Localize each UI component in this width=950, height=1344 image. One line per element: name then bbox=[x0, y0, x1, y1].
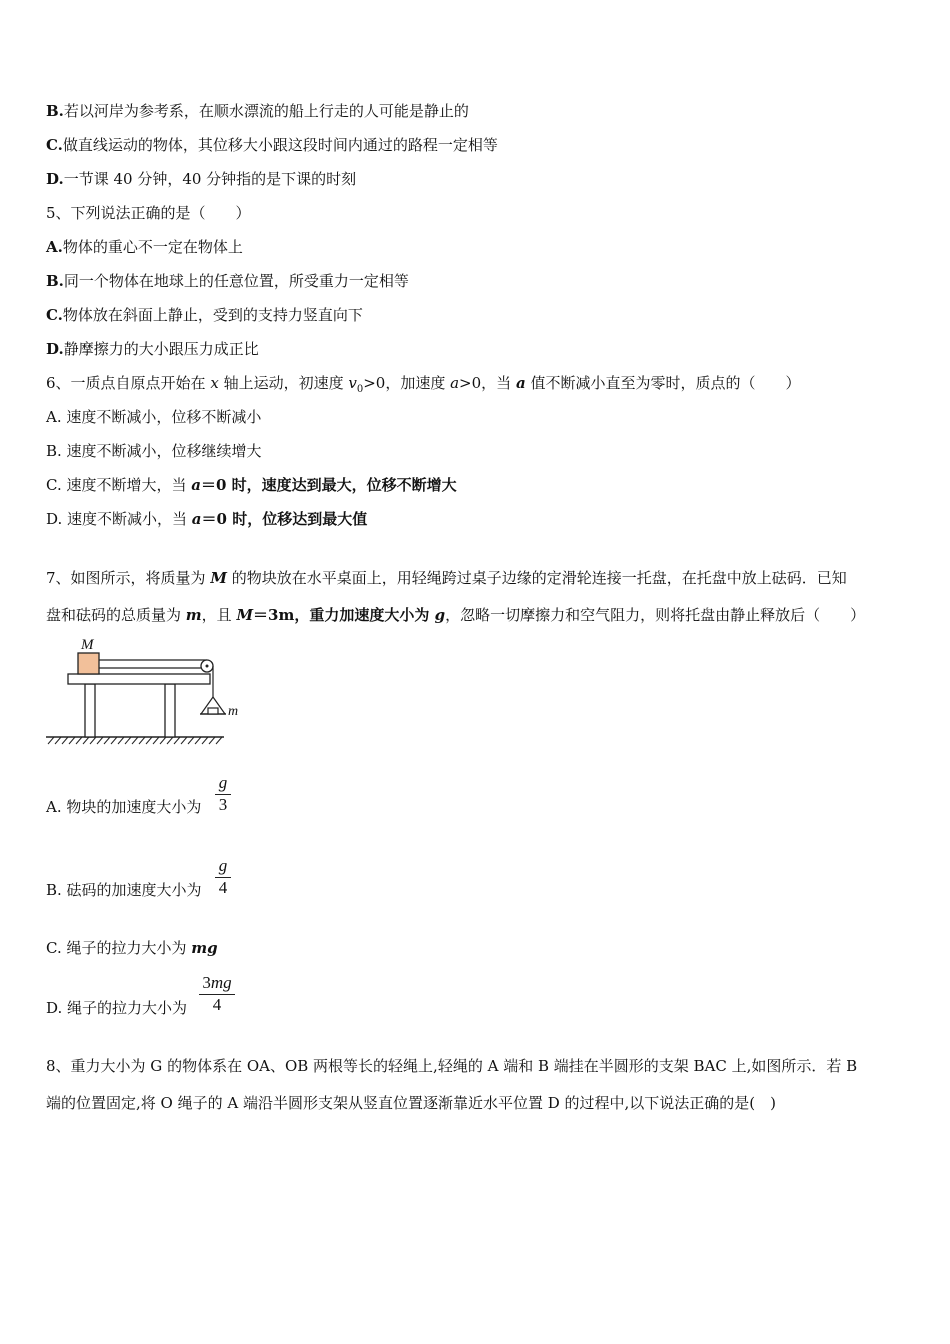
q7-option-a: A. 物块的加速度大小为 bbox=[46, 798, 202, 816]
pan-label: m bbox=[228, 704, 239, 719]
block-label: M bbox=[81, 637, 94, 653]
q7-stem-line2: 盘和砝码的总质量为 m，且 M＝3m，重力加速度大小为 g，忽略一切摩擦力和空气阻力，则将托盘由静止释放后（ ） bbox=[46, 606, 866, 624]
q6-stem: 6、一质点自原点开始在 x 轴上运动，初速度 $v_0>0$，加速度 a>0，当 a 值不断减小直至为零时，质点的（ ） bbox=[46, 374, 801, 395]
q7-option-a-fraction: g 3 bbox=[215, 773, 231, 815]
q4-option-b: B.若以河岸为参考系，在顺水漂流的船上行走的人可能是静止的 bbox=[46, 102, 469, 120]
q5-option-b: B.同一个物体在地球上的任意位置，所受重力一定相等 bbox=[46, 272, 409, 290]
table-leg-left bbox=[85, 684, 95, 737]
table-leg-right bbox=[165, 684, 175, 737]
q7-stem-line1: 7、如图所示，将质量为 M 的物块放在水平桌面上，用轻绳跨过桌子边缘的定滑轮连接一托盘，在托盘中放上砝码．已知 bbox=[46, 569, 847, 587]
weight bbox=[208, 708, 218, 714]
q8-stem-line1: 8、重力大小为 G 的物体系在 OA、OB 两根等长的轻绳上,轻绳的 A 端和 B 端挂在半圆形的支架 BAC 上,如图所示．若 B bbox=[46, 1057, 858, 1075]
q5-option-c: C.物体放在斜面上静止，受到的支持力竖直向下 bbox=[46, 306, 363, 324]
q5-option-d: D.静摩擦力的大小跟压力成正比 bbox=[46, 340, 259, 358]
table-top bbox=[68, 674, 210, 684]
q5-option-a: A.物体的重心不一定在物体上 bbox=[46, 238, 243, 256]
q7-figure bbox=[44, 634, 244, 746]
q4-option-c: C.做直线运动的物体，其位移大小跟这段时间内通过的路程一定相等 bbox=[46, 136, 498, 154]
q5-stem: 5、下列说法正确的是（ ） bbox=[46, 204, 251, 222]
block-M bbox=[78, 653, 99, 674]
q6-option-a: A. 速度不断减小，位移不断减小 bbox=[46, 408, 262, 426]
q7-option-c: C. 绳子的拉力大小为 mg bbox=[46, 939, 218, 957]
q4-option-d: D.一节课 40 分钟，40 分钟指的是下课的时刻 bbox=[46, 170, 357, 188]
q7-option-d: D. 绳子的拉力大小为 bbox=[46, 999, 188, 1017]
ground-hatching bbox=[48, 737, 222, 744]
q8-stem-line2: 端的位置固定,将 O 绳子的 A 端沿半圆形支架从竖直位置逐渐靠近水平位置 D 的过程中,以下说法正确的是( ) bbox=[46, 1094, 777, 1112]
pulley-axle bbox=[206, 665, 209, 668]
q7-option-b-fraction: g 4 bbox=[215, 856, 231, 898]
q7-option-d-fraction: 3mg 4 bbox=[199, 973, 235, 1015]
q6-option-c: C. 速度不断增大，当 a＝0 时，速度达到最大，位移不断增大 bbox=[46, 476, 457, 494]
q6-option-b: B. 速度不断减小，位移继续增大 bbox=[46, 442, 262, 460]
q6-option-d: D. 速度不断减小，当 a＝0 时，位移达到最大值 bbox=[46, 510, 368, 528]
q7-option-b: B. 砝码的加速度大小为 bbox=[46, 881, 202, 899]
